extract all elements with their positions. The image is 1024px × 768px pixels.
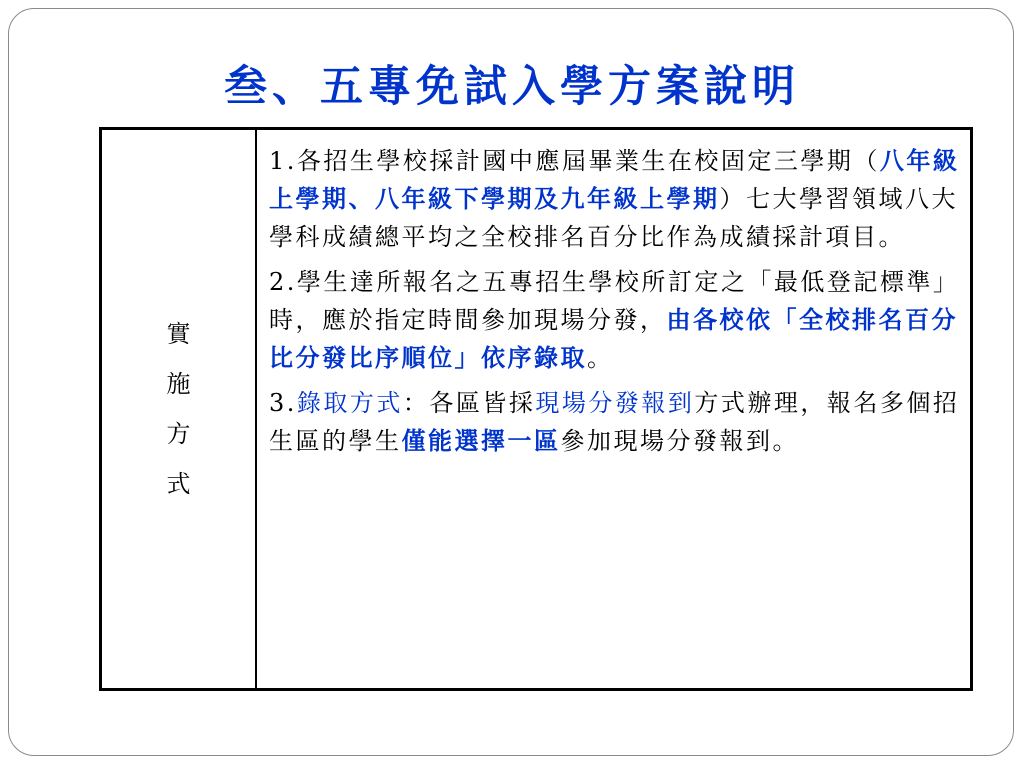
item-text: 。: [587, 344, 614, 372]
item-highlight: 八年級上學期、八年級下學期及九年級上學期: [269, 146, 960, 213]
item-text: 方式辦理，報名多個招生區的學生: [269, 389, 960, 455]
list-item-3: [269, 384, 962, 460]
page-title: 叁、五專免試入學方案說明: [224, 62, 800, 112]
item-text: 參加現場分發報到。: [560, 427, 799, 455]
item-highlight: 錄取方式: [296, 389, 403, 417]
list-item-2: [269, 263, 962, 377]
item-text: ）七大學習領域八大學科成績總平均之全校排名百分比作為成績採計項目。: [269, 185, 958, 251]
table-content-cell: [257, 130, 970, 688]
item-highlight: 由各校依「全校排名百分比分發比序順位」依序錄取: [269, 305, 958, 372]
list-item-1: [269, 142, 962, 256]
item-highlight: 現場分發報到: [535, 389, 695, 417]
table-label: 實施方式: [166, 320, 191, 498]
table-label-cell: [102, 130, 257, 688]
item-text: 學生達所報名之五專招生學校所訂定之「最低登記標準」時，應於指定時間參加現場分發，: [269, 268, 960, 334]
item-text: ：各區皆採: [402, 389, 536, 417]
item-highlight: 僅能選擇一區: [401, 426, 561, 455]
item-text: 各招生學校採計國中應屆畢業生在校固定三學期（: [296, 147, 880, 175]
item-number: 3.: [269, 389, 297, 417]
info-table: [99, 127, 973, 691]
item-number: 2.: [269, 268, 297, 296]
item-number: 1.: [269, 147, 297, 175]
